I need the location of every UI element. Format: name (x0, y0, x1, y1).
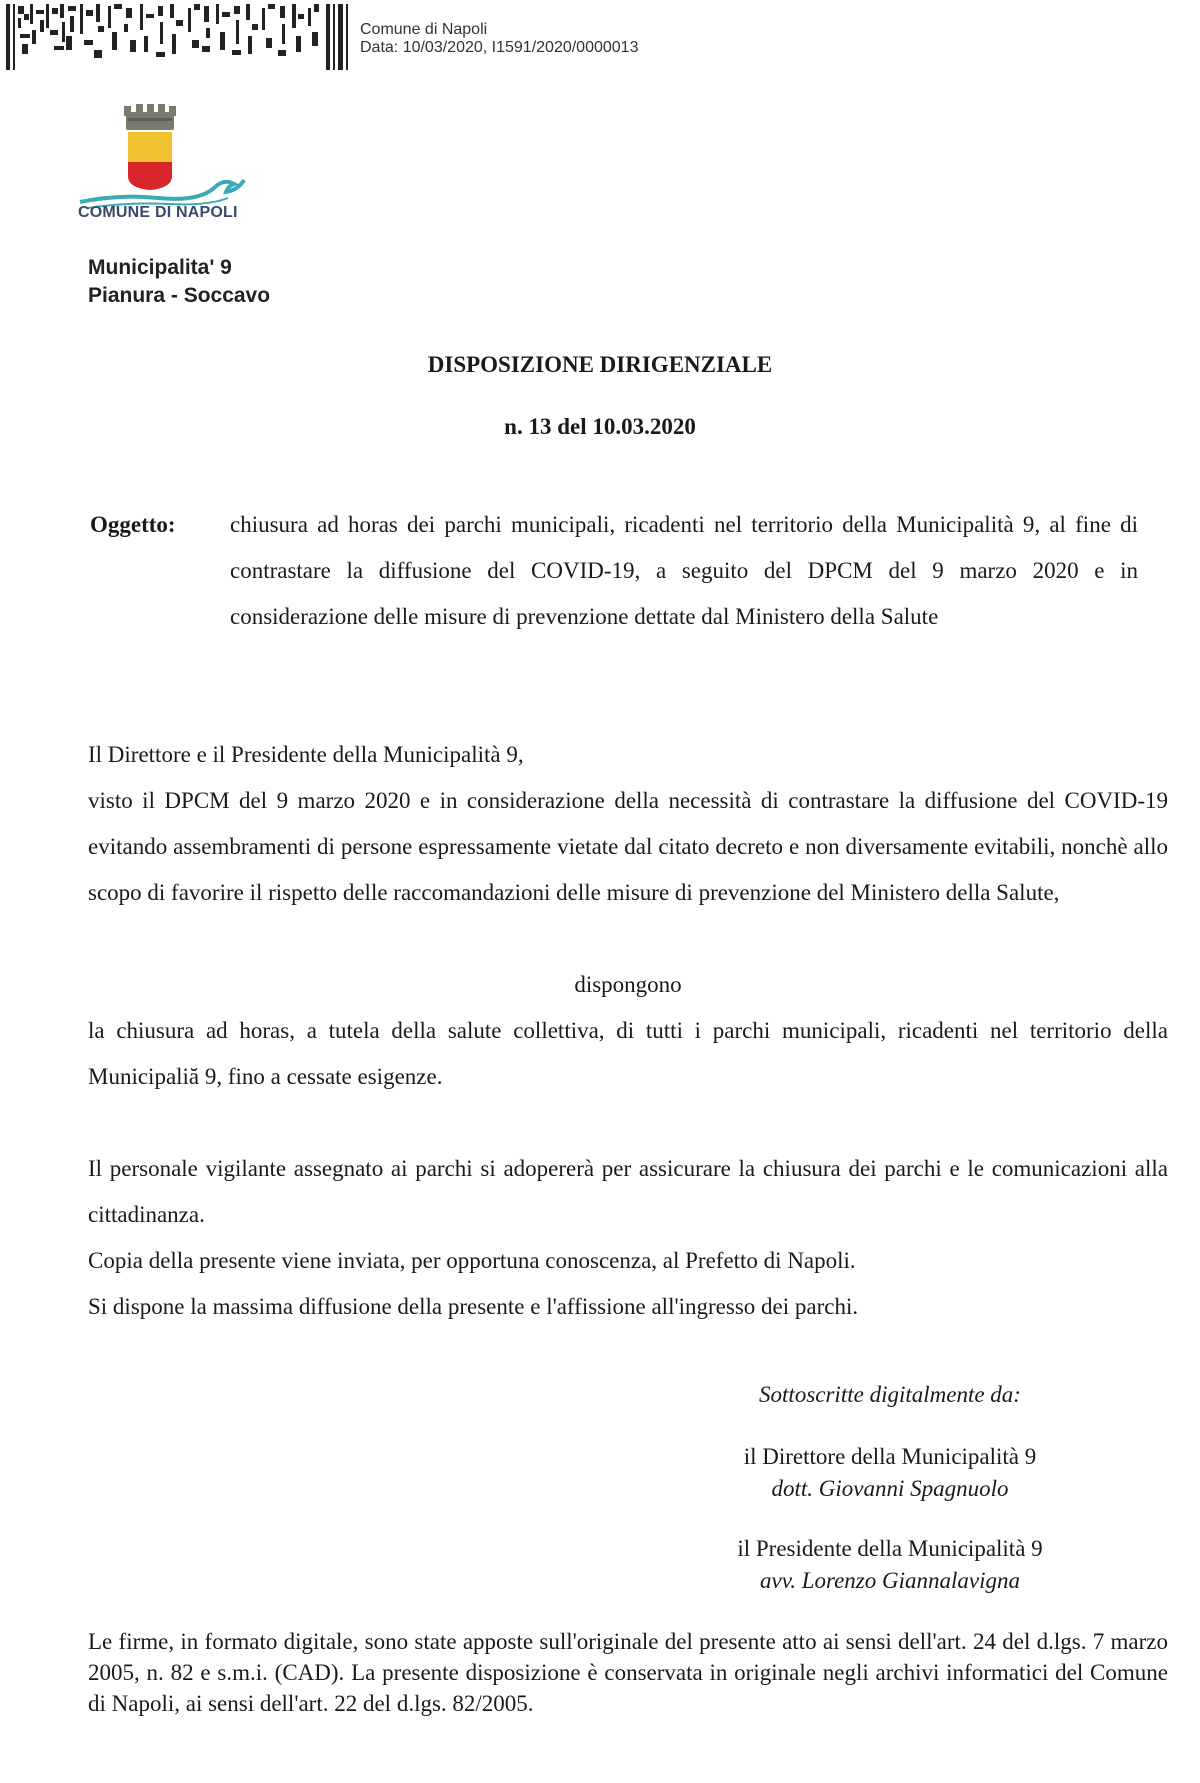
president-role: il Presidente della Municipalità 9 (737, 1536, 1043, 1561)
visto-paragraph: visto il DPCM del 9 marzo 2020 e in considerazione della necessità di contrastare la diffusione del COVID-19 evitando assembramenti di persone espressamente vietate dal citato decreto e non diversamente evitabili, nonchè allo scopo di favorire il rispetto delle raccomandazioni delle misure di prevenzione del Ministero della Salute, (88, 788, 1168, 905)
copia-paragraph: Copia della presente viene inviata, per opportuna conoscenza, al Prefetto di Napoli. (88, 1248, 856, 1273)
subject-label: Oggetto: (90, 512, 176, 537)
president-name: avv. Lorenzo Giannalavigna (760, 1568, 1020, 1593)
comune-logo (78, 104, 248, 224)
personale-paragraph: Il personale vigilante assegnato ai parchi si adopererà per assicurare la chiusura dei parchi e le comunicazioni alla cittadinanza. (88, 1156, 1168, 1227)
signature-heading: Sottoscritte digitalmente da: (759, 1382, 1021, 1407)
office-line-2: Pianura - Soccavo (88, 284, 271, 307)
dispongono-heading: dispongono (574, 972, 682, 997)
logo-text: COMUNE DI NAPOLI (78, 204, 238, 221)
document-number: n. 13 del 10.03.2020 (504, 414, 696, 439)
protocol-stamp (0, 0, 800, 78)
disposition-paragraph: la chiusura ad horas, a tutela della salute collettiva, di tutti i parchi municipali, ricadenti nel territorio della Municipaliă 9, fino a cessate esigenze. (88, 1018, 1168, 1089)
document-title: DISPOSIZIONE DIRIGENZIALE (427, 352, 773, 377)
barcode-graphic (0, 0, 400, 78)
stamp-line-1: Comune di Napoli (360, 21, 488, 38)
diffusione-paragraph: Si dispone la massima diffusione della presente e l'affissione all'ingresso dei parchi. (88, 1294, 859, 1319)
director-name: dott. Giovanni Spagnuolo (771, 1476, 1009, 1501)
director-role: il Direttore della Municipalità 9 (743, 1444, 1037, 1469)
stamp-line-2: Data: 10/03/2020, I1591/2020/0000013 (360, 39, 639, 56)
office-line-1: Municipalita' 9 (88, 256, 232, 279)
intro-paragraph: Il Direttore e il Presidente della Municipalità 9, (88, 742, 524, 767)
subject-text: chiusura ad horas dei parchi municipali, ricadenti nel territorio della Municipalità 9, al fine di contrastare la diffusione del COVID-19, a seguito del DPCM del 9 marzo 2020 e in considerazione delle misure di prevenzione dettate dal Ministero della Salute (230, 512, 1138, 629)
footer-note: Le firme, in formato digitale, sono state apposte sull'originale del presente atto ai sensi dell'art. 24 del d.lgs. 7 marzo 2005, n. 82 e s.m.i. (CAD). La presente disposizione è conservata in originale negli archivi informatici del Comune di Napoli, ai sensi dell'art. 22 del d.lgs. 82/2005. (88, 1629, 1168, 1716)
